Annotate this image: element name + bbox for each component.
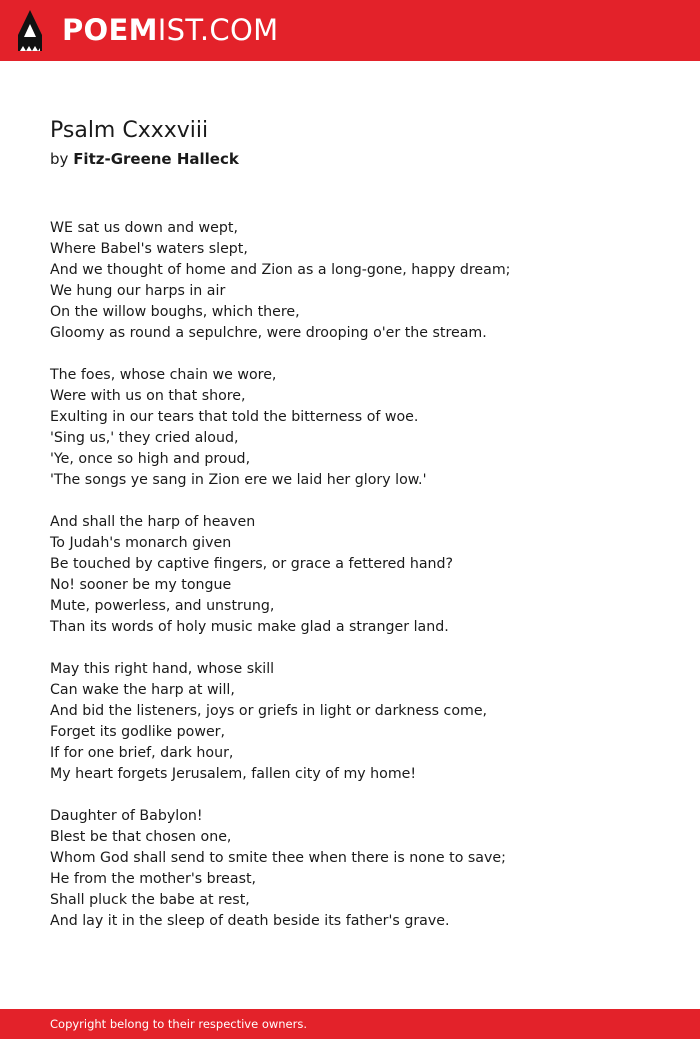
poem-line: My heart forgets Jerusalem, fallen city of my home! bbox=[50, 766, 417, 782]
poem-line: To Judah's monarch given bbox=[50, 535, 232, 551]
poem-line: Than its words of holy music make glad a stranger land. bbox=[50, 619, 449, 635]
site-footer bbox=[0, 1009, 700, 1039]
poem-line: And shall the harp of heaven bbox=[50, 514, 256, 530]
poem-line: On the willow boughs, which there, bbox=[50, 304, 300, 320]
poem-line: 'The songs ye sang in Zion ere we laid her glory low.' bbox=[50, 472, 427, 488]
poem-line: 'Ye, once so high and proud, bbox=[50, 451, 251, 467]
poem-body bbox=[50, 218, 670, 953]
poem-line: Gloomy as round a sepulchre, were drooping o'er the stream. bbox=[50, 325, 487, 341]
site-header bbox=[0, 0, 700, 61]
poem-line: 'Sing us,' they cried aloud, bbox=[50, 430, 239, 446]
stanza bbox=[50, 365, 670, 491]
poem-line: Mute, powerless, and unstrung, bbox=[50, 598, 275, 614]
poem-line: May this right hand, whose skill bbox=[50, 661, 275, 677]
by-label: by bbox=[50, 150, 69, 168]
poem-line: Be touched by captive fingers, or grace a fettered hand? bbox=[50, 556, 454, 572]
poem-line: He from the mother's breast, bbox=[50, 871, 257, 887]
poem-line: Forget its godlike power, bbox=[50, 724, 226, 740]
poem-line: Were with us on that shore, bbox=[50, 388, 246, 404]
poem-line: Exulting in our tears that told the bitterness of woe. bbox=[50, 409, 419, 425]
poem-line: Daughter of Babylon! bbox=[50, 808, 203, 824]
byline bbox=[50, 149, 239, 169]
pencil-icon[interactable] bbox=[18, 10, 42, 51]
stanza bbox=[50, 806, 670, 932]
author-name: Fitz-Greene Halleck bbox=[73, 150, 239, 168]
site-logo[interactable] bbox=[62, 13, 278, 47]
poem-title: Psalm Cxxxviii bbox=[50, 118, 209, 143]
poem-line: We hung our harps in air bbox=[50, 283, 226, 299]
poem-line: And bid the listeners, joys or griefs in light or darkness come, bbox=[50, 703, 488, 719]
logo-text-bold: POEM bbox=[62, 13, 158, 47]
poem-line: And we thought of home and Zion as a long-gone, happy dream; bbox=[50, 262, 511, 278]
poem-line: If for one brief, dark hour, bbox=[50, 745, 234, 761]
poem-line: Blest be that chosen one, bbox=[50, 829, 232, 845]
poem-line: And lay it in the sleep of death beside its father's grave. bbox=[50, 913, 450, 929]
poem-line: Whom God shall send to smite thee when there is none to save; bbox=[50, 850, 506, 866]
poem-line: Where Babel's waters slept, bbox=[50, 241, 248, 257]
logo-text-light: IST.COM bbox=[157, 13, 279, 47]
poem-line: Can wake the harp at will, bbox=[50, 682, 235, 698]
poem-line: WE sat us down and wept, bbox=[50, 220, 238, 236]
stanza bbox=[50, 218, 670, 344]
stanza bbox=[50, 659, 670, 785]
poem-line: No! sooner be my tongue bbox=[50, 577, 232, 593]
poem-line: The foes, whose chain we wore, bbox=[50, 367, 277, 383]
stanza bbox=[50, 512, 670, 638]
poem-line: Shall pluck the babe at rest, bbox=[50, 892, 250, 908]
copyright-notice: Copyright belong to their respective owners. bbox=[50, 1017, 308, 1031]
